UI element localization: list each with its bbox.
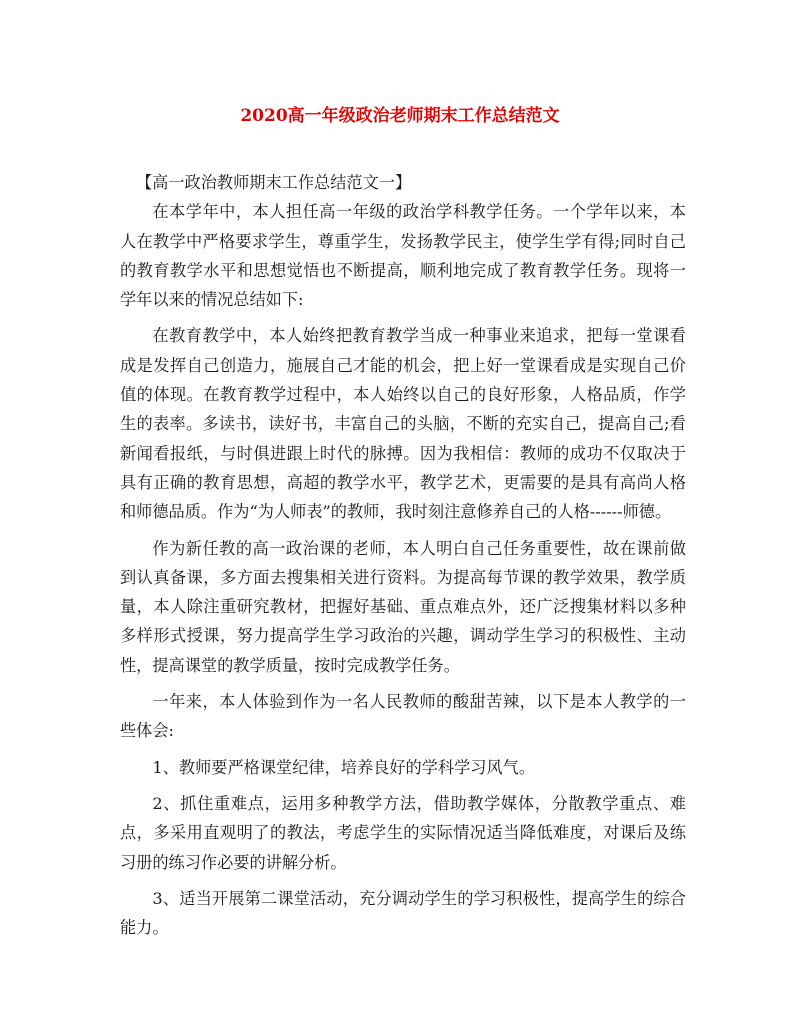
list-item-2: 2、抓住重难点，运用多种教学方法，借助教学媒体，分散教学重点、难点，多采用直观明了的教法，考虑学生的实际情况适当降低难度，对课后及练习册的练习作必要的讲解分析。 <box>120 793 686 872</box>
list-item-1: 1、教师要严格课堂纪律，培养良好的学科学习风气。 <box>152 757 536 777</box>
document-title: 2020高一年级政治老师期末工作总结范文 <box>240 106 560 126</box>
section-heading: 【高一政治教师期末工作总结范文一】 <box>136 173 412 192</box>
paragraph-preparation: 作为新任教的高一政治课的老师，本人明白自己任务重要性，故在课前做到认真备课，多方面去搜集相关进行资料。为提高每节课的教学效果，教学质量，本人除注重研究教材，把握好基础、重点难点外，还广泛搜集材料以多种多样形式授课，努力提高学生学习政治的兴趣，调动学生学习的积极性、主动性，提高课堂的教学质量，按时完成教学任务。 <box>120 538 686 675</box>
paragraph-experience: 一年来，本人体验到作为一名人民教师的酸甜苦辣，以下是本人教学的一些体会: <box>120 692 686 741</box>
list-item-3: 3、适当开展第二课堂活动，充分调动学生的学习积极性，提高学生的综合能力。 <box>120 888 686 938</box>
document-body <box>120 168 686 942</box>
paragraph-teaching-attitude: 在教育教学中，本人始终把教育教学当成一种事业来追求，把每一堂课看成是发挥自己创造力，施展自己才能的机会，把上好一堂课看成是实现自己价值的体现。在教育教学过程中，本人始终以自己的良好形象，人格品质，作学生的表率。多读书，读好书，丰富自己的头脑，不断的充实自己，提高自己;看新闻看报纸，与时俱进跟上时代的脉搏。因为我相信：教师的成功不仅取决于具有正确的教育思想，高超的教学水平，教学艺术，更需要的是具有高尚人格和师德品质。作为“为人师表”的教师，我时刻注意修养自己的人格------师德。 <box>120 326 686 522</box>
paragraph-intro: 在本学年中，本人担任高一年级的政治学科教学任务。一个学年以来，本人在教学中严格要求学生，尊重学生，发扬教学民主，使学生学有得;同时自己的教育教学水平和思想觉悟也不断提高，顺利地完成了教育教学任务。现将一学年以来的情况总结如下: <box>120 202 686 310</box>
